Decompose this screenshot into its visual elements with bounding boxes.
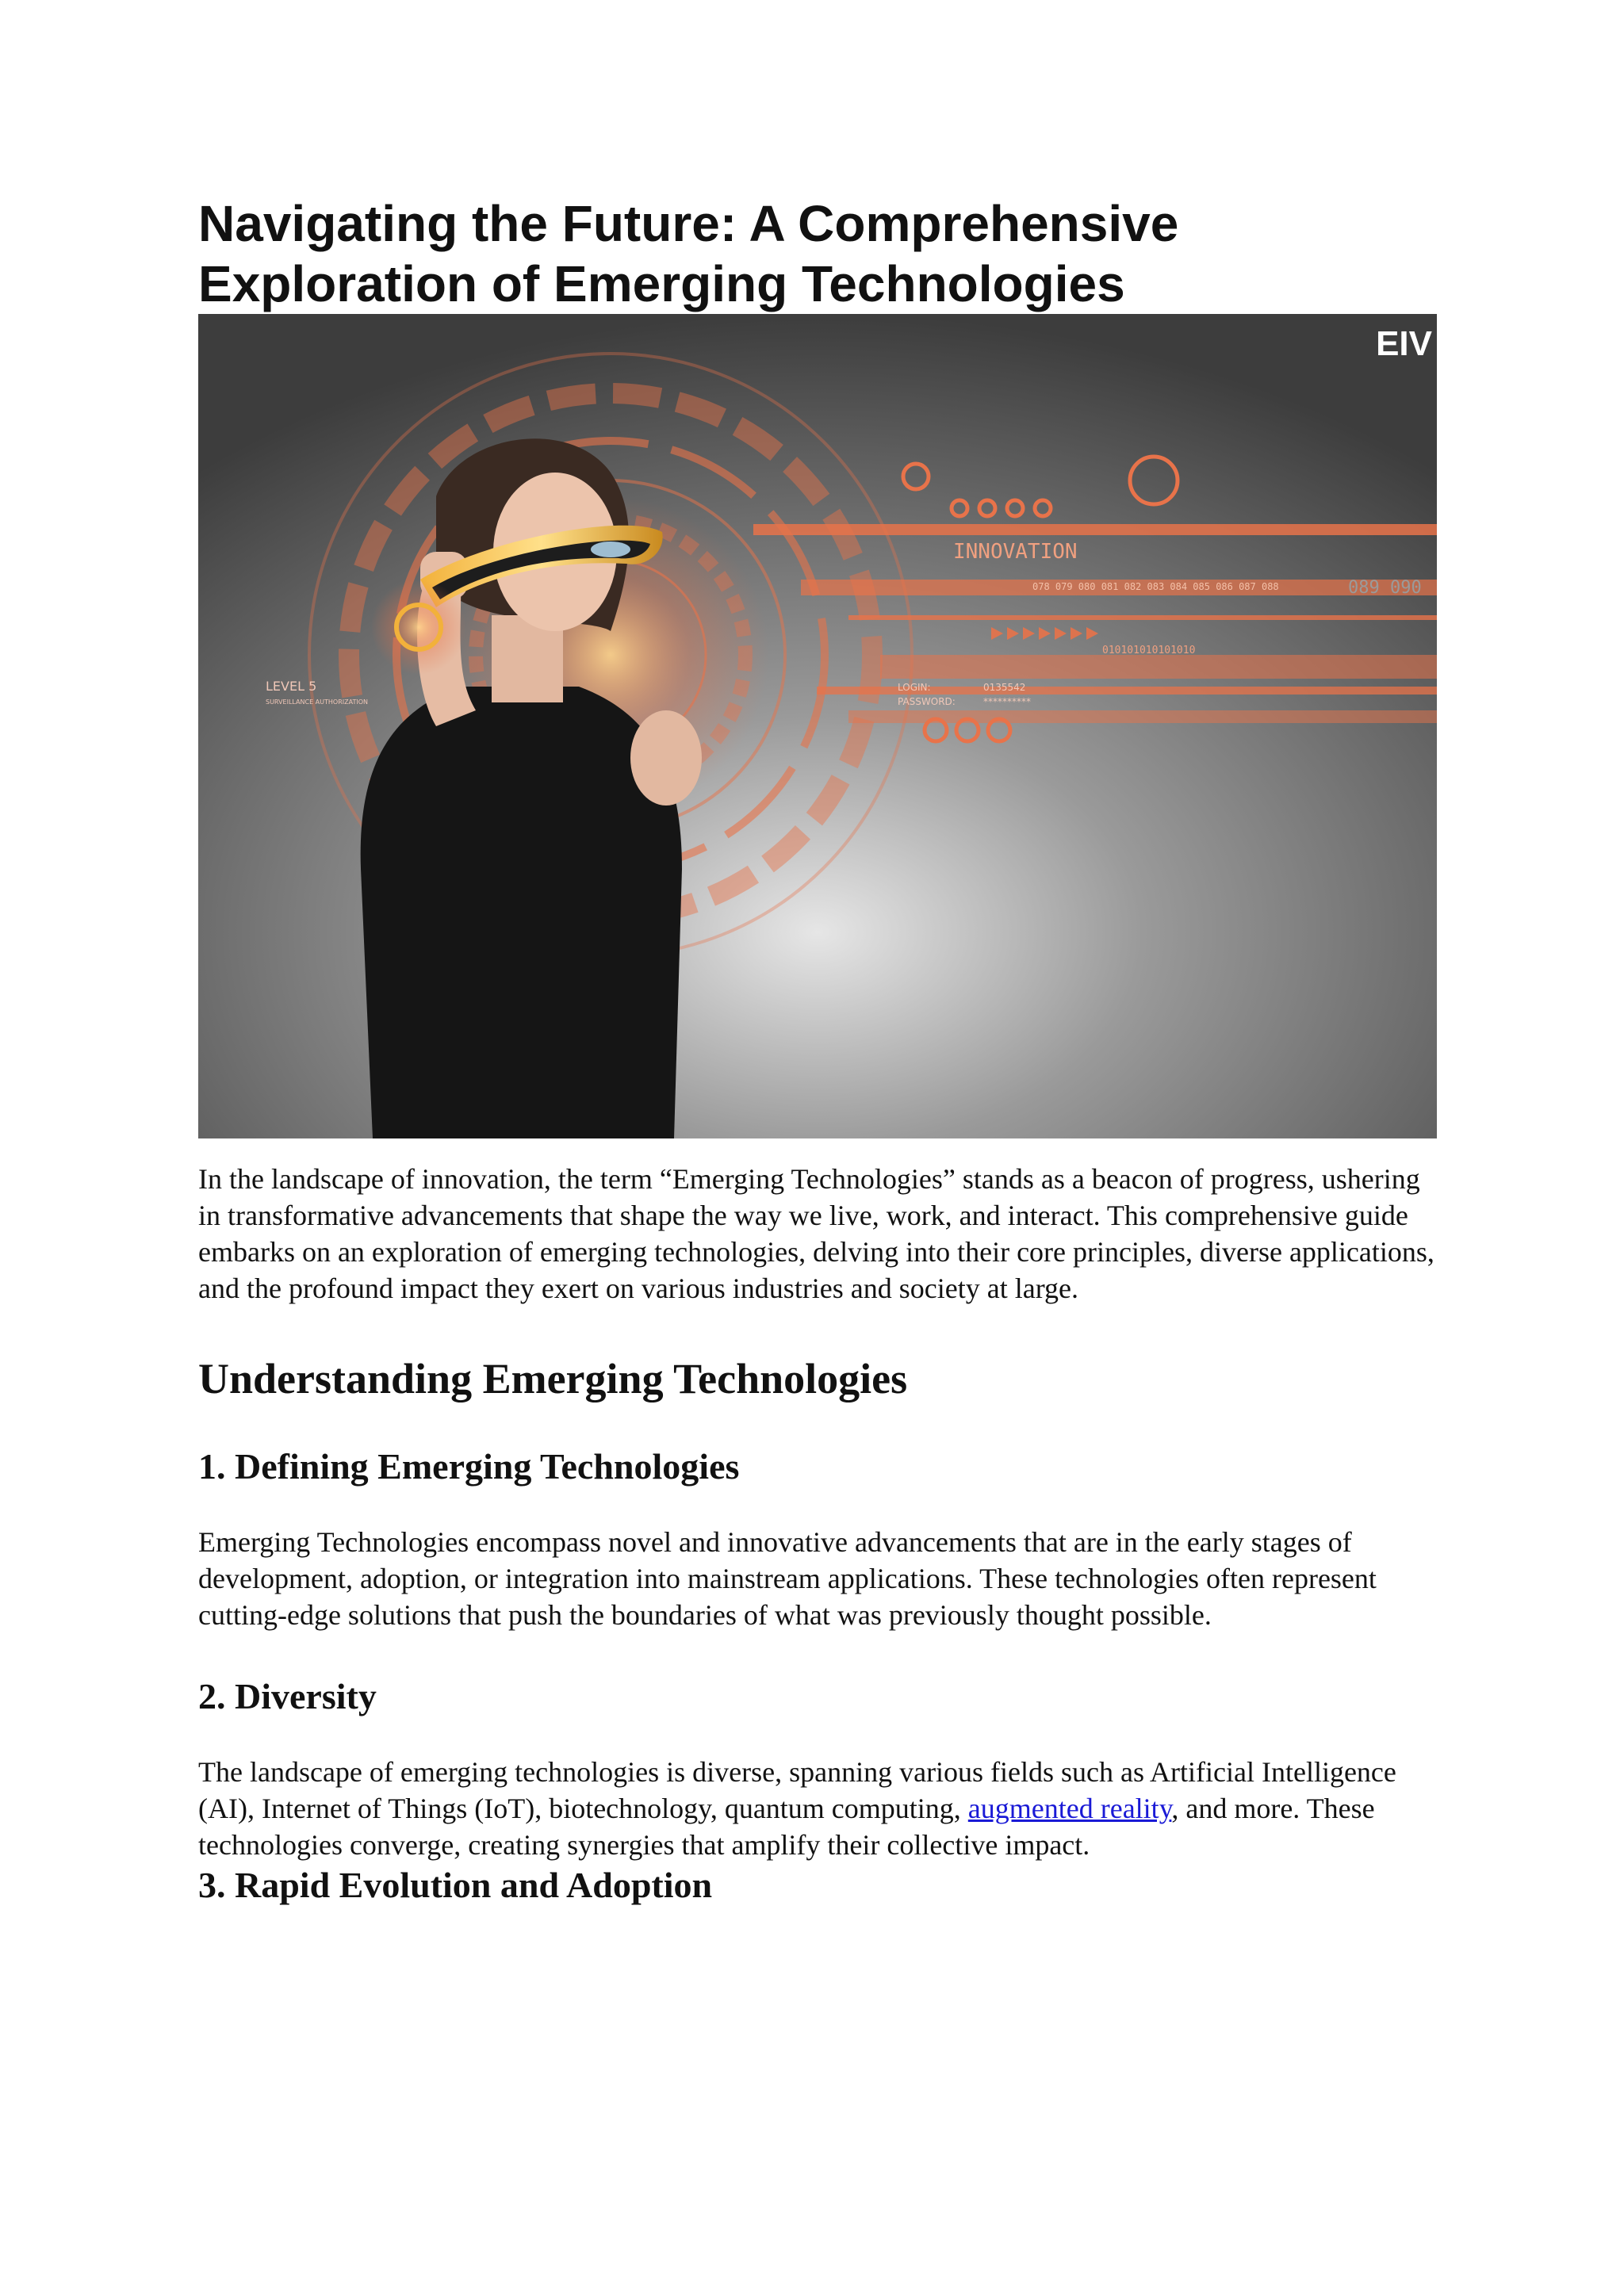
hud-wrist-glow (371, 580, 466, 675)
hud-login-label: LOGIN: (898, 682, 931, 693)
hud-password-value: ********** (983, 696, 1031, 707)
paragraph-diversity-text-a: The landscape of emerging technologies is diverse, spanning various fields such as Artificial Intelligence (AI), Internet of Things (IoT), biotechnology, quantum computing, (198, 1756, 1396, 1824)
intro-paragraph: In the landscape of innovation, the term “Emerging Technologies” stands as a beacon of progress, ushering in transformative advancements that shape the way we live, work, and interact. This comprehensive guide embarks on an exploration of emerging technologies, delving into their core principles, diverse applications, and the profound impact they exert on various industries and society at large. (198, 1163, 1434, 1304)
augmented-reality-link[interactable]: augmented reality (967, 1793, 1172, 1824)
hud-level: LEVEL 5 (266, 679, 317, 694)
subheading-defining: 1. Defining Emerging Technologies (198, 1446, 740, 1487)
section-heading: Understanding Emerging Technologies (198, 1355, 908, 1402)
hud-password-label: PASSWORD: (898, 696, 956, 707)
paragraph-defining: Emerging Technologies encompass novel and innovative advancements that are in the early stages of development, adoption, or integration into mainstream applications. These technologies often represent cutting-edge solutions that push the boundaries of what was previously thought possible. (198, 1526, 1377, 1631)
paragraph-diversity (198, 1754, 1437, 1863)
paragraph-diversity-text-b: , and more. These technologies converge, creating synergies that amplify their collective impact. (198, 1793, 1375, 1861)
hud-login-value: 0135542 (983, 682, 1026, 693)
subheading-rapid-evolution: 3. Rapid Evolution and Adoption (198, 1865, 713, 1905)
hud-level-sub: SURVEILLANCE AUTHORIZATION (266, 698, 368, 706)
subheading-diversity: 2. Diversity (198, 1676, 377, 1716)
hero-image (198, 314, 1437, 1138)
hud-number-row: 078 079 080 081 082 083 084 085 086 087 088 (1032, 581, 1279, 592)
page-title: Navigating the Future: A Comprehensive Exploration of Emerging Technologies (198, 195, 1179, 312)
hud-big-numbers: 089 090 (1348, 578, 1422, 598)
article (198, 193, 1437, 1908)
hud-heading: INNOVATION (953, 540, 1078, 564)
hud-binary: 010101010101010 (1102, 645, 1196, 656)
brand-logo: EIV (1376, 324, 1432, 363)
